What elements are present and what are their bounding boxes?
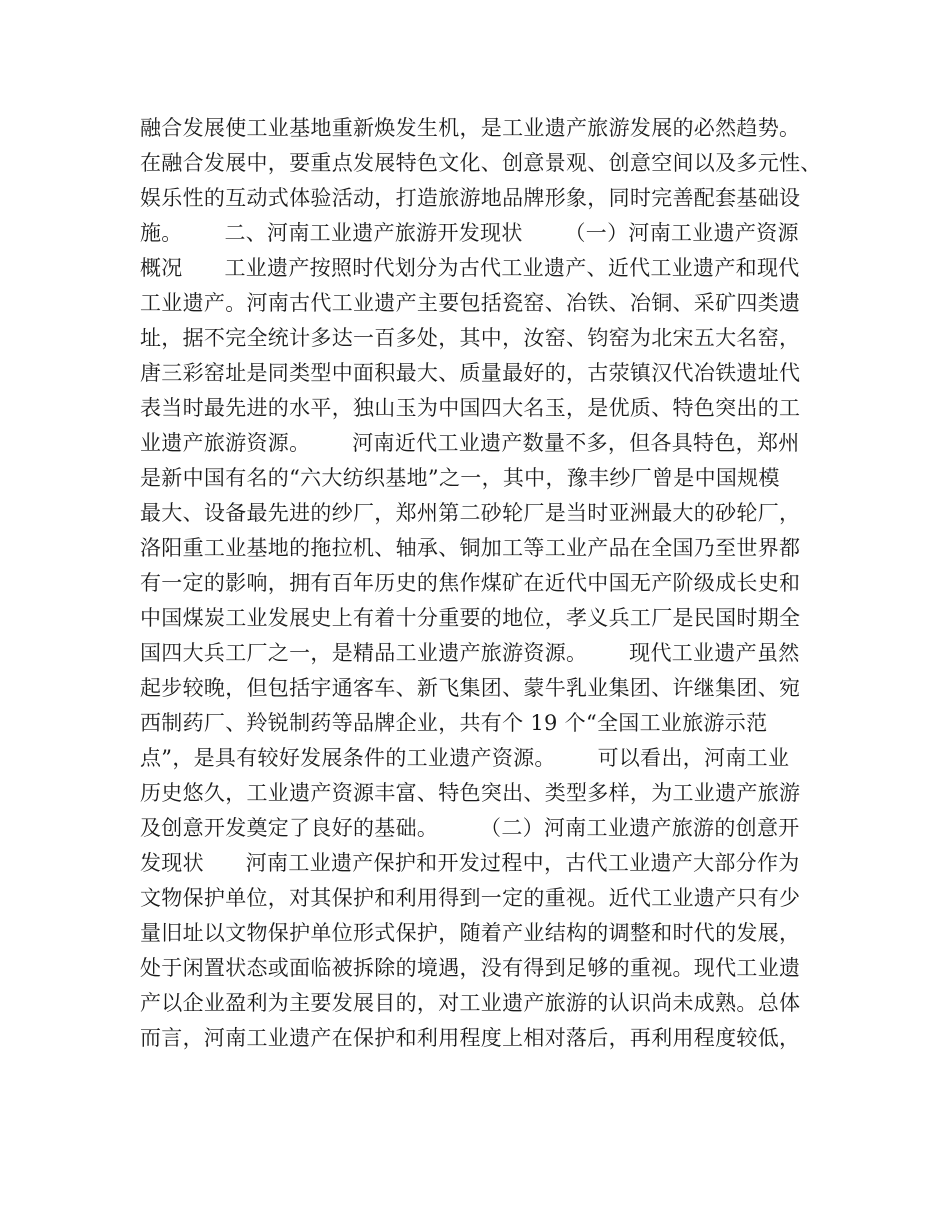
text-line: 娱乐性的互动式体验活动，打造旅游地品牌形象，同时完善配套基础设 [140,186,801,210]
text-line: 融合发展使工业基地重新焕发生机，是工业遗产旅游发展的必然趋势。 [140,116,801,140]
text-line: 量旧址以文物保护单位形式保护，随着产业结构的调整和时代的发展， [140,921,801,945]
text-line: 概况 工业遗产按照时代划分为古代工业遗产、近代工业遗产和现代 [140,256,800,280]
text-line: 发现状 河南工业遗产保护和开发过程中，古代工业遗产大部分作为 [140,851,800,875]
text-line: 业遗产旅游资源。 河南近代工业遗产数量不多，但各具特色，郑州 [140,431,800,455]
text-line: 起步较晚，但包括宇通客车、新飞集团、蒙牛乳业集团、许继集团、宛 [140,676,801,700]
text-line: 施。 二、河南工业遗产旅游开发现状 （一）河南工业遗产资源 [140,221,799,245]
text-line: 中国煤炭工业发展史上有着十分重要的地位，孝义兵工厂是民国时期全 [140,606,801,630]
text-line: 最大、设备最先进的纱厂，郑州第二砂轮厂是当时亚洲最大的砂轮厂， [140,501,801,525]
text-line: 在融合发展中，要重点发展特色文化、创意景观、创意空间以及多元性、 [140,151,822,175]
text-line: 是新中国有名的“六大纺织基地”之一，其中，豫丰纱厂曾是中国规模 [140,466,780,490]
text-line: 洛阳重工业基地的拖拉机、轴承、铜加工等工业产品在全国乃至世界都 [140,536,801,560]
text-line: 历史悠久，工业遗产资源丰富、特色突出、类型多样，为工业遗产旅游 [140,781,801,805]
text-line: 产以企业盈利为主要发展目的，对工业遗产旅游的认识尚未成熟。总体 [140,991,801,1015]
text-line: 处于闲置状态或面临被拆除的境遇，没有得到足够的重视。现代工业遗 [140,956,801,980]
text-line: 及创意开发奠定了良好的基础。 （二）河南工业遗产旅游的创意开 [140,816,800,840]
text-line: 文物保护单位，对其保护和利用得到一定的重视。近代工业遗产只有少 [140,886,801,910]
text-line: 有一定的影响，拥有百年历史的焦作煤矿在近代中国无产阶级成长史和 [140,571,801,595]
text-line: 址，据不完全统计多达一百多处，其中，汝窑、钧窑为北宋五大名窑， [140,326,801,350]
text-line: 表当时最先进的水平，独山玉为中国四大名玉，是优质、特色突出的工 [140,396,801,420]
text-line: 国四大兵工厂之一，是精品工业遗产旅游资源。 现代工业遗产虽然 [140,641,800,665]
text-line: 而言，河南工业遗产在保护和利用程度上相对落后，再利用程度较低， [140,1026,801,1050]
text-line: 唐三彩窑址是同类型中面积最大、质量最好的，古荥镇汉代冶铁遗址代 [140,361,801,385]
text-line: 西制药厂、羚锐制药等品牌企业，共有个 19 个“全国工业旅游示范 [140,711,768,735]
text-line: 点”，是具有较好发展条件的工业遗产资源。 可以看出，河南工业 [140,746,790,770]
text-line: 工业遗产。河南古代工业遗产主要包括瓷窑、冶铁、冶铜、采矿四类遗 [140,291,801,315]
